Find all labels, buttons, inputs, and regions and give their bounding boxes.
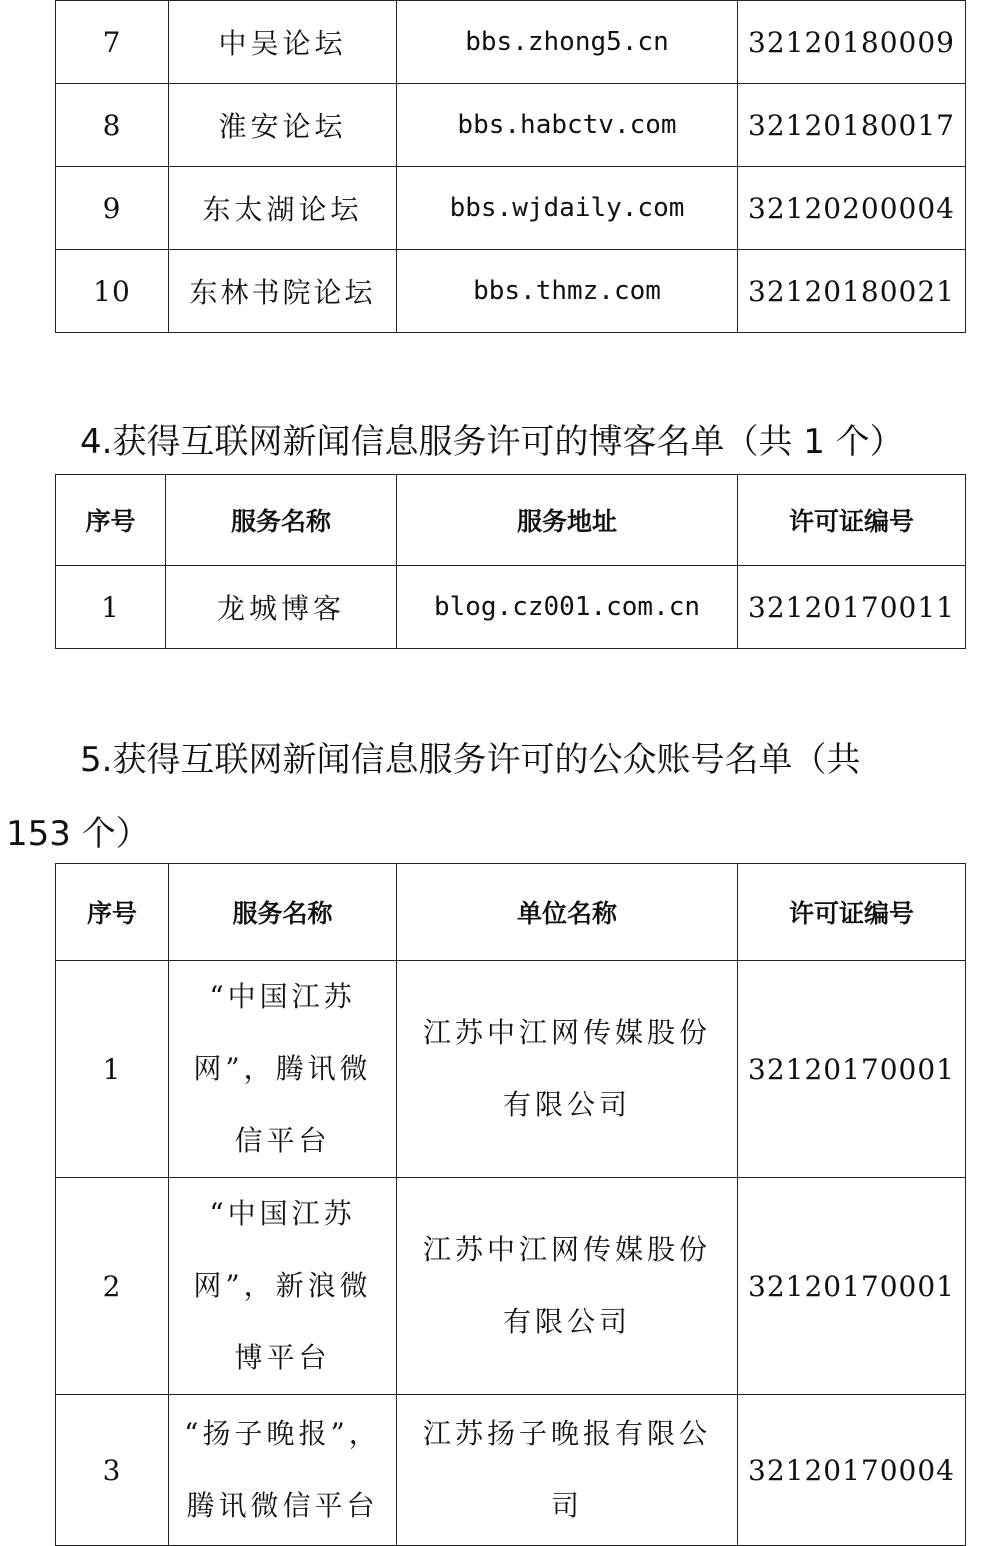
row-index: 8 <box>56 84 169 167</box>
row-index: 2 <box>56 1178 169 1395</box>
column-header-license: 许可证编号 <box>738 864 966 961</box>
table-row <box>56 1395 966 1546</box>
row-index: 1 <box>56 566 166 649</box>
table-row <box>56 1 966 84</box>
license-number: 32120180021 <box>738 250 966 333</box>
license-number: 32120170001 <box>738 961 966 1178</box>
table-row <box>56 961 966 1178</box>
service-name: 龙城博客 <box>166 566 397 649</box>
blog-table <box>55 474 966 649</box>
section-heading-blogs: 4.获得互联网新闻信息服务许可的博客名单（共 1 个） <box>80 422 904 462</box>
unit-name-cell <box>397 1178 738 1395</box>
service-name-cell <box>169 961 397 1178</box>
row-index: 1 <box>56 961 169 1178</box>
license-number: 32120170004 <box>738 1395 966 1546</box>
service-name: “中国江苏网”，新浪微博平台 <box>193 1197 372 1374</box>
row-index: 3 <box>56 1395 169 1546</box>
column-header-license: 许可证编号 <box>738 475 966 566</box>
service-address: bbs.habctv.com <box>397 84 738 167</box>
service-address: bbs.thmz.com <box>397 250 738 333</box>
license-number: 32120200004 <box>738 167 966 250</box>
section-heading-public-accounts: 5.获得互联网新闻信息服务许可的公众账号名单（共 <box>80 740 861 780</box>
table-header-row <box>56 864 966 961</box>
public-account-table <box>55 863 966 1546</box>
unit-name: 江苏扬子晚报有限公司 <box>422 1417 711 1522</box>
section-heading-public-accounts-continued: 153 个） <box>6 814 150 854</box>
service-address: blog.cz001.com.cn <box>397 566 738 649</box>
row-index: 9 <box>56 167 169 250</box>
table-row <box>56 84 966 167</box>
license-number: 32120170011 <box>738 566 966 649</box>
license-number: 32120170001 <box>738 1178 966 1395</box>
row-index: 10 <box>56 250 169 333</box>
service-address: bbs.zhong5.cn <box>397 1 738 84</box>
service-name: 中吴论坛 <box>169 1 397 84</box>
service-name: 淮安论坛 <box>169 84 397 167</box>
table-row <box>56 566 966 649</box>
column-header-index: 序号 <box>56 864 169 961</box>
service-name: 东太湖论坛 <box>169 167 397 250</box>
forum-table <box>55 0 966 333</box>
service-name-cell <box>169 1395 397 1546</box>
table-row <box>56 1178 966 1395</box>
unit-name-cell <box>397 961 738 1178</box>
table-row <box>56 250 966 333</box>
service-name: “中国江苏网”，腾讯微信平台 <box>193 980 372 1157</box>
row-index: 7 <box>56 1 169 84</box>
unit-name: 江苏中江网传媒股份有限公司 <box>422 1016 711 1121</box>
unit-name-cell <box>397 1395 738 1546</box>
service-name-cell <box>169 1178 397 1395</box>
column-header-name: 服务名称 <box>166 475 397 566</box>
column-header-address: 服务地址 <box>397 475 738 566</box>
column-header-name: 服务名称 <box>169 864 397 961</box>
table-header-row <box>56 475 966 566</box>
column-header-unit: 单位名称 <box>397 864 738 961</box>
service-name: “扬子晚报”，腾讯微信平台 <box>184 1417 381 1522</box>
license-number: 32120180017 <box>738 84 966 167</box>
column-header-index: 序号 <box>56 475 166 566</box>
service-name: 东林书院论坛 <box>169 250 397 333</box>
license-number: 32120180009 <box>738 1 966 84</box>
unit-name: 江苏中江网传媒股份有限公司 <box>422 1233 711 1338</box>
service-address: bbs.wjdaily.com <box>397 167 738 250</box>
table-row <box>56 167 966 250</box>
